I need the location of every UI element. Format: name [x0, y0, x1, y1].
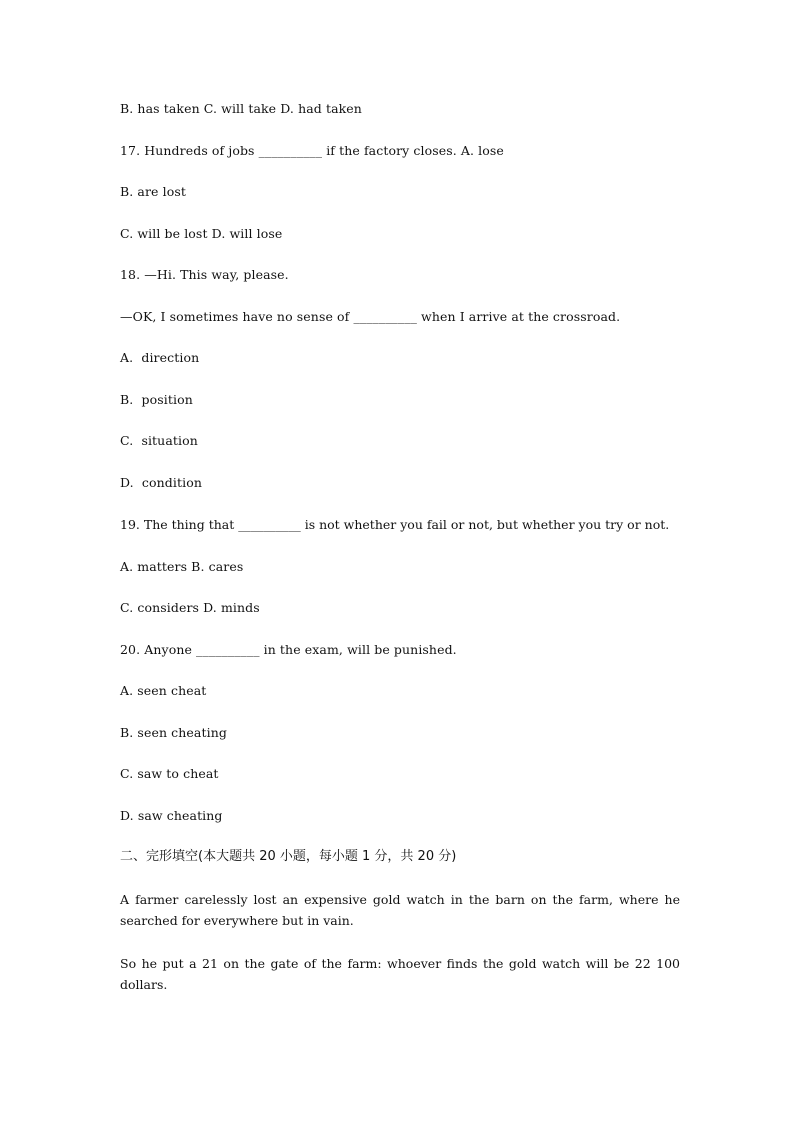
q19-options-cd: C. considers D. minds [120, 600, 260, 615]
q18-option-c: C. situation [120, 433, 198, 448]
section-heading: 二、完形填空(本大题共 20 小题，每小题 1 分，共 20 分) [120, 849, 457, 864]
q18-stem: —OK, I sometimes have no sense of __________ when I arrive at the crossroad. [120, 308, 621, 324]
q20-option-a: A. seen cheat [120, 683, 207, 698]
passage-paragraph-2: So he put a 21 on the gate of the farm: whoever finds the gold watch will be 22 100 dollars. [120, 955, 680, 992]
q20-option-d: D. saw cheating [120, 807, 223, 823]
q17-options-cd: C. will be lost D. will lose [120, 225, 283, 241]
q18-prompt: 18. —Hi. This way, please. [120, 267, 289, 282]
document-page [120, 99, 680, 1016]
q17-stem: 17. Hundreds of jobs __________ if the factory closes. A. lose [120, 142, 504, 158]
q19-options-ab: A. matters B. cares [120, 558, 244, 574]
q20-option-b: B. seen cheating [120, 724, 227, 740]
q18-option-b: B. position [120, 391, 193, 407]
q18-option-a: A. direction [120, 350, 200, 365]
passage-paragraph-1: A farmer carelessly lost an expensive gold watch in the barn on the farm, where he searched for everywhere but in vain. [120, 892, 680, 928]
q20-stem: 20. Anyone __________ in the exam, will be punished. [120, 641, 457, 657]
q16-options-bcd: B. has taken C. will take D. had taken [120, 101, 362, 116]
q20-option-c: C. saw to cheat [120, 766, 219, 781]
q17-option-b: B. are lost [120, 184, 186, 199]
q18-option-d: D. condition [120, 474, 202, 490]
q19-stem: 19. The thing that __________ is not whether you fail or not, but whether you try or not. [120, 517, 670, 532]
